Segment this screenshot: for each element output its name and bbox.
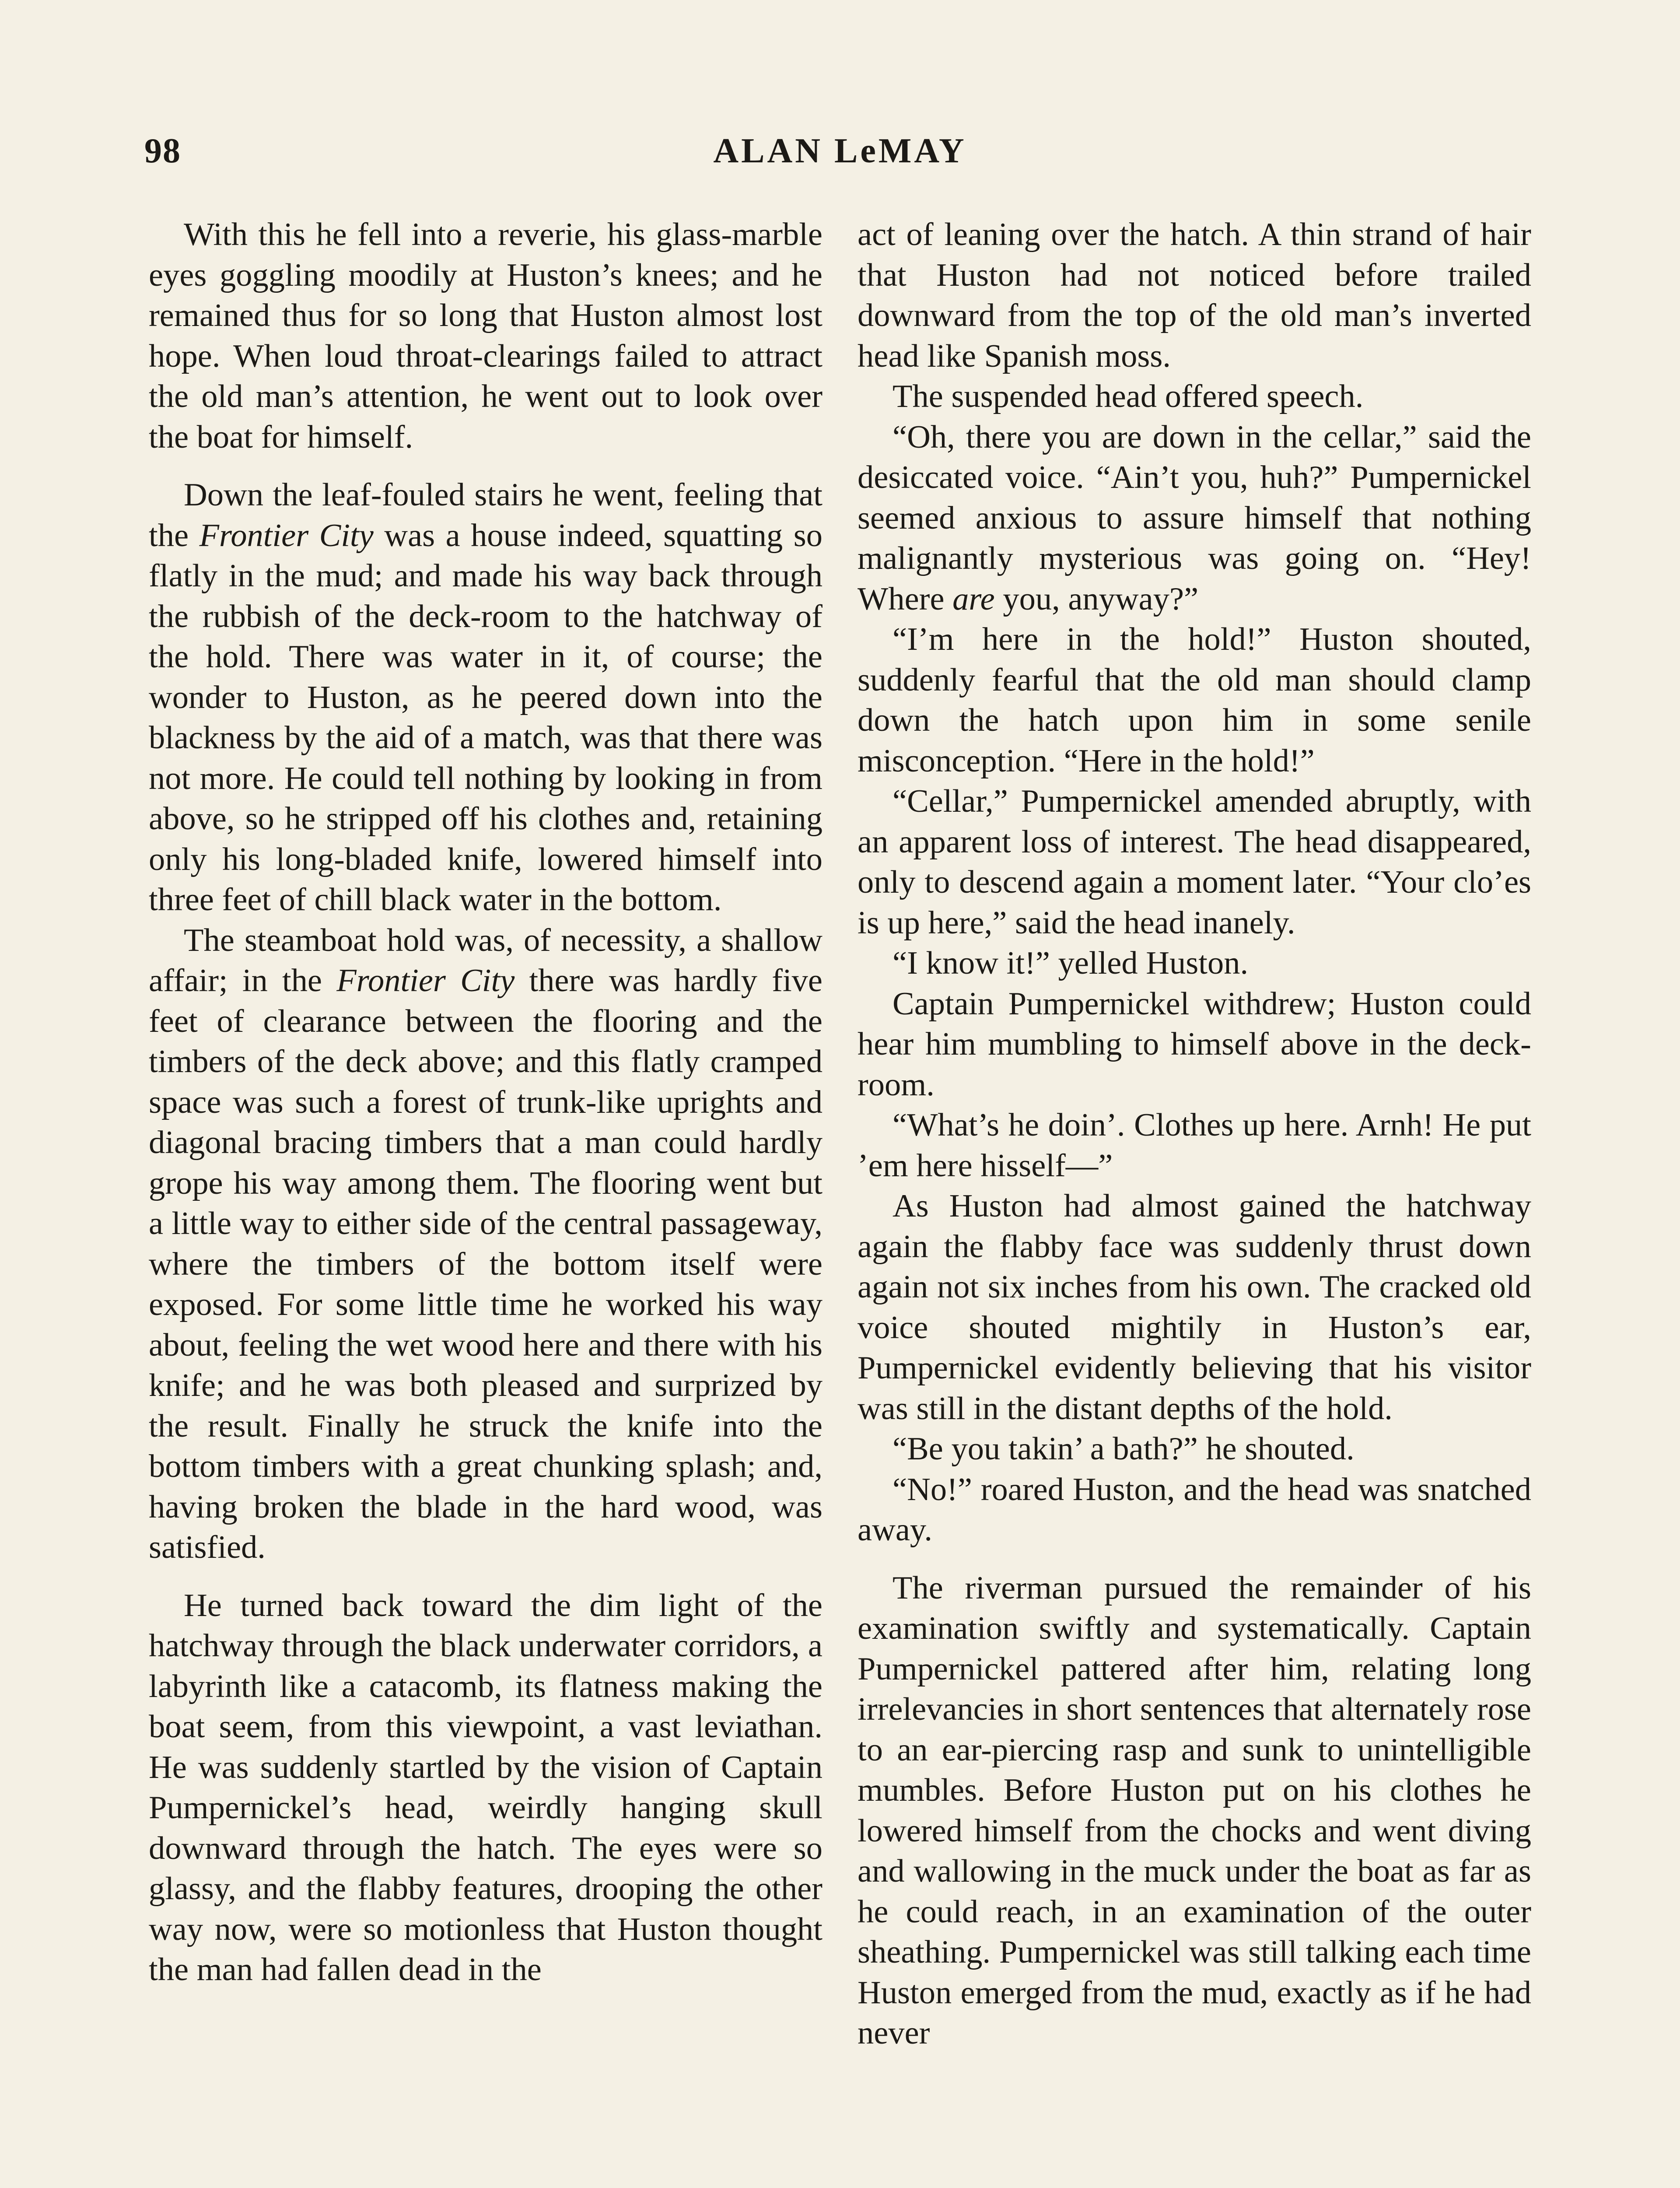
left-column: [149, 214, 822, 1990]
running-head: ALAN LeMAY: [713, 132, 967, 170]
paragraph: “Oh, there you are down in the cellar,” said the desiccated voice. “Ain’t you, huh?” Pumpernickel seemed anxious to assure himself that nothing malignantly mysterious was going on. “Hey! Where are you, anyway?”: [858, 419, 1531, 617]
paragraph: “I know it!” yelled Huston.: [892, 945, 1249, 981]
paragraph: “What’s he doin’. Clothes up here. Arnh! He put ’em here hisself—”: [858, 1107, 1531, 1184]
paragraph-continued: act of leaning over the hatch. A thin strand of hair that Huston had not noticed before trailed downward from the top of the old man’s inverted head like Spanish moss.: [858, 217, 1531, 374]
paragraph: “Cellar,” Pumpernickel amended abruptly, with an apparent loss of interest. The head disappeared, only to descend again a moment later. “Your clo’es is up here,” said the head inanely.: [858, 783, 1531, 941]
paragraph: “No!” roared Huston, and the head was snatched away.: [858, 1471, 1531, 1548]
paragraph: Down the leaf-fouled stairs he went, feeling that the Frontier City was a house indeed, squatting so flatly in the mud; and made his way back through the rubbish of the deck-room to the hatchway of the hold. There was water in it, of course; the wonder to Huston, as he peered down into the blackness by the aid of a match, was that there was not more. He could tell nothing by looking in from above, so he stripped off his clothes and, retaining only his long-bladed knife, lowered himself into three feet of chill black water in the bottom.: [149, 477, 823, 918]
right-column: [858, 214, 1531, 2054]
paragraph: The riverman pursued the remainder of his examination swiftly and systematically. Captain Pumpernickel pattered after him, relating long irrelevancies in short sentences that alternately rose to an ear-piercing rasp and sunk to unintelligible mumbles. Before Huston put on his clothes he lowered himself from the chocks and went diving and wallowing in the muck under the boat as far as he could reach, in an examination of the outer sheathing. Pumpernickel was still talking each time Huston emerged from the mud, exactly as if he had never: [858, 1570, 1531, 2051]
paragraph: “Be you takin’ a bath?” he shouted.: [892, 1431, 1354, 1467]
paragraph: As Huston had almost gained the hatchway again the flabby face was suddenly thrust down again not six inches from his own. The cracked old voice shouted mightily in Huston’s ear, Pumpernickel evidently believing that his visitor was still in the distant depths of the hold.: [858, 1188, 1531, 1427]
paragraph: The suspended head offered speech.: [892, 379, 1364, 414]
paragraph: The steamboat hold was, of necessity, a shallow affair; in the Frontier City there was hardly five feet of clearance between the flooring and the timbers of the deck above; and this flatly cramped space was such a forest of trunk-like uprights and diagonal bracing timbers that a man could hardly grope his way among them. The flooring went but a little way to either side of the central passageway, where the timbers of the bottom itself were exposed. For some little time he worked his way about, feeling the wet wood here and there with his knife; and he was both pleased and surprized by the result. Finally he struck the knife into the bottom timbers with a great chunking splash; and, having broken the blade in the hard wood, was satisfied.: [149, 922, 822, 1565]
paragraph: He turned back toward the dim light of the hatchway through the black underwater corridors, a labyrinth like a catacomb, its flatness making the boat seem, from this viewpoint, a vast leviathan. He was suddenly startled by the vision of Captain Pumpernickel’s head, weirdly hanging skull downward through the hatch. The eyes were so glassy, and the flabby features, drooping the other way now, were so motionless that Huston thought the man had fallen dead in the: [149, 1587, 822, 1988]
paragraph: With this he fell into a reverie, his glass-marble eyes goggling moodily at Huston’s knees; and he remained thus for so long that Huston almost lost hope. When loud throat-clearings failed to attract the old man’s attention, he went out to look over the boat for himself.: [149, 217, 822, 455]
page-number: 98: [144, 132, 181, 170]
paragraph: Captain Pumpernickel withdrew; Huston could hear him mumbling to himself above in the deck-room.: [858, 985, 1531, 1103]
paragraph: “I’m here in the hold!” Huston shouted, suddenly fearful that the old man should clamp down the hatch upon him in some senile misconception. “Here in the hold!”: [858, 621, 1531, 779]
